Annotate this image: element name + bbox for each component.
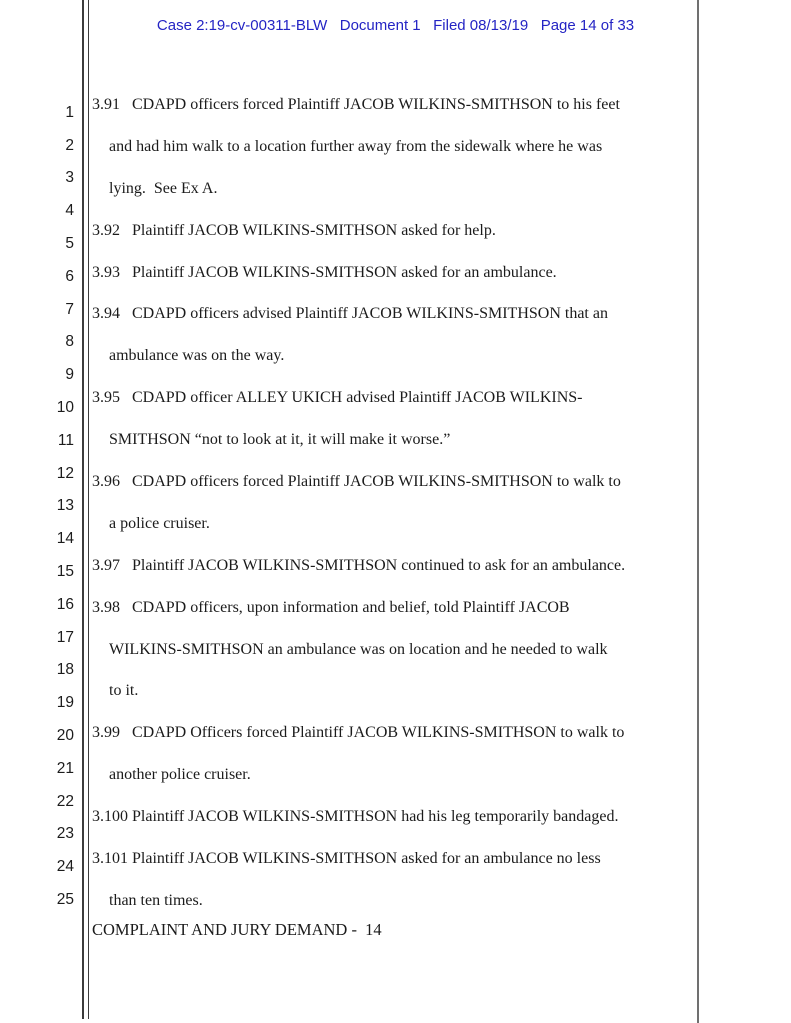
paragraph-line	[92, 293, 706, 335]
paragraph-number: 3.96	[92, 472, 120, 490]
paragraph-number: 3.94	[92, 305, 120, 323]
paragraph-line	[92, 419, 706, 461]
line-number: 24	[56, 858, 74, 876]
paragraph-line-text: SMITHSON “not to look at it, it will make it worse.”	[109, 431, 451, 449]
line-number: 14	[56, 530, 74, 548]
paragraph-line	[92, 754, 706, 796]
paragraph-line	[92, 587, 706, 629]
line-number: 2	[65, 136, 74, 154]
paragraph-number: 3.92	[92, 221, 120, 239]
line-number: 22	[56, 792, 74, 810]
paragraph-line-text: Plaintiff JACOB WILKINS-SMITHSON asked for an ambulance.	[132, 263, 557, 281]
paragraph-number: 3.97	[92, 556, 120, 574]
line-number: 21	[56, 759, 74, 777]
paragraph-line	[92, 545, 706, 587]
paragraph-line	[92, 796, 706, 838]
line-number: 12	[56, 464, 74, 482]
paragraph-line-text: CDAPD officers forced Plaintiff JACOB WILKINS-SMITHSON to walk to	[132, 472, 621, 490]
paragraph-line	[92, 838, 706, 880]
line-number: 16	[56, 595, 74, 613]
paragraph-line-text: CDAPD officers forced Plaintiff JACOB WILKINS-SMITHSON to his feet	[132, 95, 620, 113]
line-number: 4	[65, 202, 74, 220]
paragraph-line-text: another police cruiser.	[109, 766, 251, 784]
paragraph-line-text: than ten times.	[109, 891, 203, 909]
paragraph-line	[92, 210, 706, 252]
paragraph-line	[92, 880, 706, 922]
line-number: 18	[56, 661, 74, 679]
paragraph-line-text: Plaintiff JACOB WILKINS-SMITHSON asked for an ambulance no less	[132, 849, 601, 867]
paragraph-number: 3.95	[92, 389, 120, 407]
line-number: 1	[65, 103, 74, 121]
line-number: 20	[56, 727, 74, 745]
paragraph-number: 3.99	[92, 724, 120, 742]
line-number: 5	[65, 235, 74, 253]
body-text-column	[92, 84, 706, 922]
paragraph-line	[92, 168, 706, 210]
line-number-column	[0, 97, 74, 917]
line-number: 3	[65, 169, 74, 187]
paragraph-line	[92, 126, 706, 168]
paragraph-number: 3.101	[92, 849, 128, 867]
paragraph-number: 3.100	[92, 808, 128, 826]
line-number: 8	[65, 333, 74, 351]
paragraph-line	[92, 712, 706, 754]
paragraph-line-text: Plaintiff JACOB WILKINS-SMITHSON continued to ask for an ambulance.	[132, 556, 626, 574]
case-caption-header: Case 2:19-cv-00311-BLW Document 1 Filed 08/13/19 Page 14 of 33	[156, 17, 635, 34]
paragraph-line-text: CDAPD officer ALLEY UKICH advised Plaintiff JACOB WILKINS-	[132, 389, 583, 407]
paragraph-number: 3.91	[92, 95, 120, 113]
paragraph-line-text: Plaintiff JACOB WILKINS-SMITHSON had his leg temporarily bandaged.	[132, 808, 619, 826]
paragraph-line	[92, 84, 706, 126]
line-number: 9	[65, 366, 74, 384]
left-double-rule-outer	[82, 0, 84, 1019]
paragraph-line-text: CDAPD officers advised Plaintiff JACOB WILKINS-SMITHSON that an	[132, 305, 608, 323]
line-number: 10	[56, 399, 74, 417]
paragraph-line	[92, 503, 706, 545]
line-number: 19	[56, 694, 74, 712]
line-number: 13	[56, 497, 74, 515]
paragraph-line-text: lying. See Ex A.	[109, 179, 218, 197]
line-number: 11	[57, 431, 74, 449]
line-number: 7	[65, 300, 74, 318]
line-number: 6	[65, 267, 74, 285]
left-double-rule-inner	[88, 0, 90, 1019]
paragraph-line	[92, 335, 706, 377]
paragraph-line-text: ambulance was on the way.	[109, 347, 285, 365]
paragraph-line	[92, 377, 706, 419]
paragraph-line	[92, 629, 706, 671]
paragraph-number: 3.93	[92, 263, 120, 281]
paragraph-line-text: a police cruiser.	[109, 514, 210, 532]
line-number: 25	[56, 891, 74, 909]
line-number: 15	[56, 563, 74, 581]
paragraph-line-text: to it.	[109, 682, 139, 700]
paragraph-number: 3.98	[92, 598, 120, 616]
footer-document-title: COMPLAINT AND JURY DEMAND - 14	[92, 920, 382, 939]
paragraph-line	[92, 670, 706, 712]
paragraph-line-text: Plaintiff JACOB WILKINS-SMITHSON asked for help.	[132, 221, 496, 239]
line-number: 23	[56, 825, 74, 843]
paragraph-line-text: and had him walk to a location further away from the sidewalk where he was	[109, 137, 603, 155]
paragraph-line	[92, 461, 706, 503]
paragraph-line-text: CDAPD Officers forced Plaintiff JACOB WILKINS-SMITHSON to walk to	[132, 724, 625, 742]
paragraph-line-text: WILKINS-SMITHSON an ambulance was on location and he needed to walk	[109, 640, 608, 658]
line-number: 17	[56, 628, 74, 646]
paragraph-line	[92, 252, 706, 294]
paragraph-line-text: CDAPD officers, upon information and belief, told Plaintiff JACOB	[132, 598, 570, 616]
